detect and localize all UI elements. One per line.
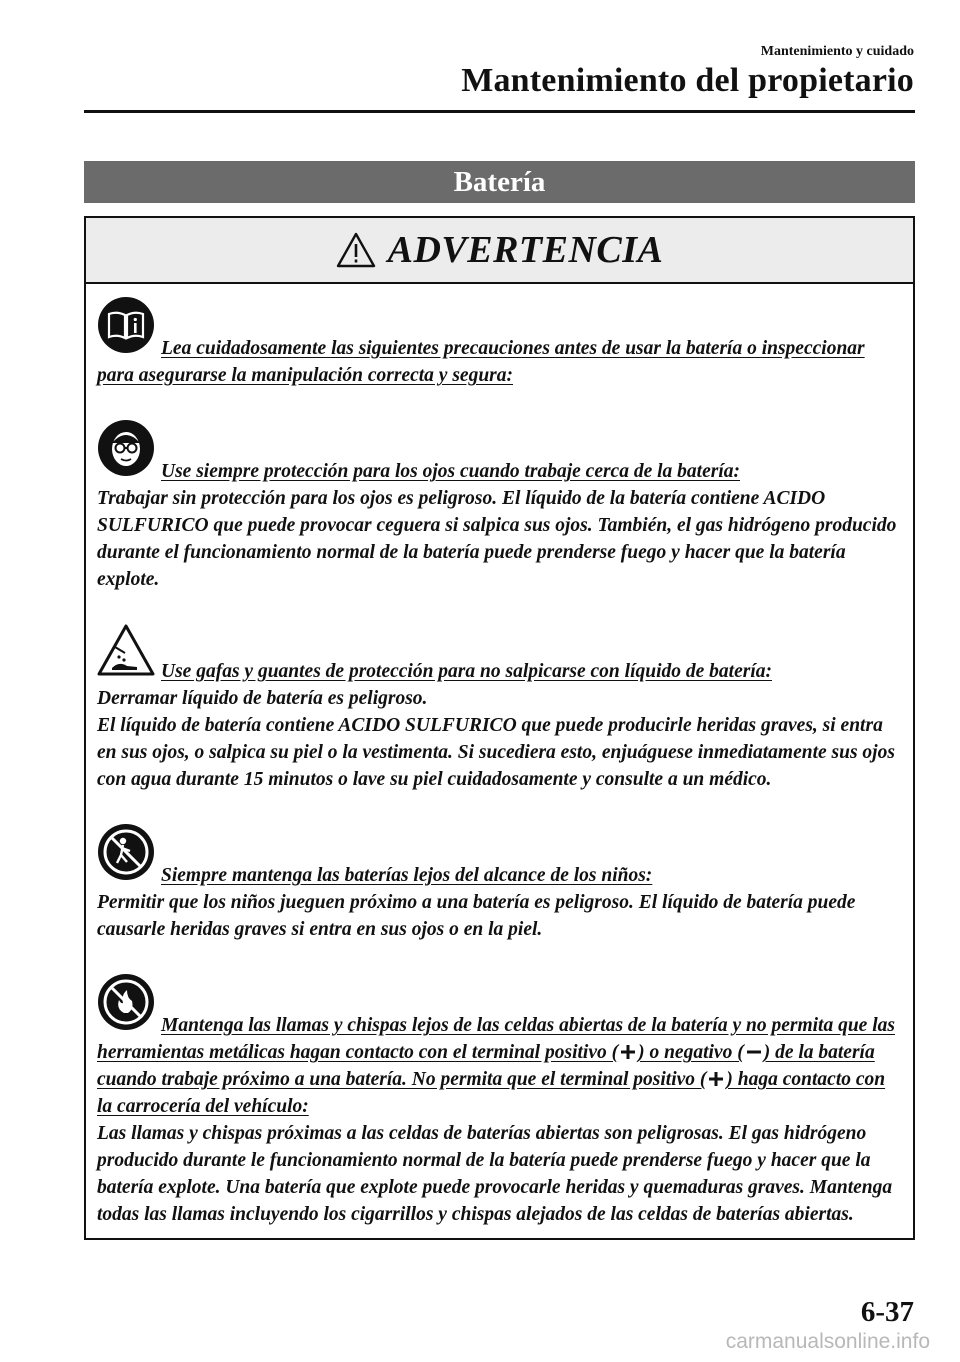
no-flame-icon	[97, 973, 155, 1039]
acid-hazard-icon	[97, 623, 155, 685]
warning-text: El líquido de batería contiene ACIDO SULFURICO que puede producirle heridas graves, si entra en sus ojos, o salpica su piel o la vestimenta. Si sucediera esto, enjuáguese inmediatamente sus ojos con agua durante 15 minutos o lave su piel cuidadosamente y consulte a un médico.	[97, 715, 895, 790]
page-header	[461, 44, 914, 100]
watermark: carmanualsonline.info	[725, 1330, 930, 1353]
warning-body	[86, 284, 913, 1228]
plus-terminal-icon	[620, 1044, 636, 1060]
warning-text: Las llamas y chispas próximas a las celdas de baterías abiertas son peligrosas. El gas hidrógeno producido durante le funcionamiento normal de la batería puede prenderse fuego y hacer que la batería explote. Una batería que explote puede provocarle heridas y quemaduras graves. Mantenga todas las llamas incluyendo los cigarrillos y chispas alejados de las celdas de baterías abiertas.	[97, 1123, 893, 1225]
warning-text: Trabajar sin protección para los ojos es peligroso. El líquido de la batería contiene ACIDO SULFURICO que puede provocar ceguera si salpica sus ojos. También, el gas hidrógeno producido durante el funcionamiento normal de la batería puede prenderse fuego y hacer que la batería explote.	[97, 488, 897, 590]
warning-title: ADVERTENCIA	[387, 229, 664, 271]
section-title: Batería	[84, 161, 915, 203]
minus-terminal-icon	[746, 1044, 762, 1060]
warning-lead: Lea cuidadosamente las siguientes precauciones antes de usar la batería o inspeccionar para asegurarse la manipulación correcta y segura:	[97, 338, 865, 386]
read-manual-icon	[97, 296, 155, 362]
warning-triangle-icon	[336, 232, 376, 268]
warning-lead: ) o negativo (	[638, 1042, 744, 1063]
warning-item	[97, 973, 903, 1228]
warning-header	[86, 218, 913, 284]
plus-terminal-icon	[708, 1071, 724, 1087]
warning-item	[97, 823, 903, 943]
warning-item	[97, 296, 903, 389]
warning-item	[97, 623, 903, 793]
warning-item	[97, 419, 903, 593]
warning-text: Permitir que los niños jueguen próximo a una batería es peligroso. El líquido de batería puede causarle heridas graves si entra en sus ojos o en la piel.	[97, 892, 856, 940]
warning-lead: ) de la batería cuando trabaje próximo a una batería. No permita que el terminal positivo (	[97, 1042, 875, 1090]
warning-lead: ) haga contacto con la carrocería del vehículo:	[97, 1069, 886, 1117]
warning-lead: Use siempre protección para los ojos cuando trabaje cerca de la batería:	[161, 461, 740, 482]
eye-protection-icon	[97, 419, 155, 485]
chapter-subtitle: Mantenimiento y cuidado	[760, 44, 914, 59]
page-number: 6-37	[860, 1296, 914, 1328]
warning-lead: Siempre mantenga las baterías lejos del alcance de los niños:	[161, 865, 653, 886]
keep-away-children-icon	[97, 823, 155, 889]
warning-lead: Mantenga las llamas y chispas lejos de las celdas abiertas de la batería y no permita que las herramientas metálicas hagan contacto con el terminal positivo (	[97, 1015, 895, 1063]
warning-lead: Use gafas y guantes de protección para no salpicarse con líquido de batería:	[161, 661, 772, 682]
warning-text: Derramar líquido de batería es peligroso.	[97, 688, 428, 709]
warning-box	[84, 216, 915, 1240]
header-rule	[84, 110, 915, 113]
chapter-title: Mantenimiento del propietario	[461, 62, 914, 99]
